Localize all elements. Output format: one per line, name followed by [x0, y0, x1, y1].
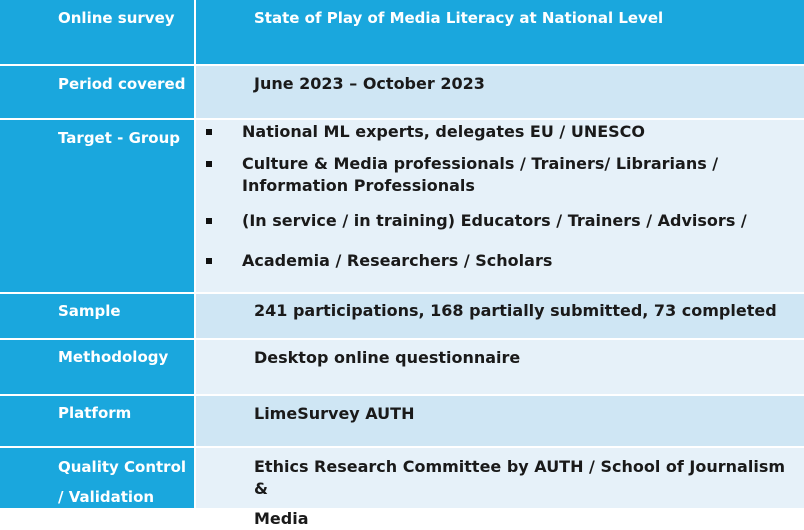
- sample-label-cell: [0, 294, 196, 338]
- quality-control-label-line2: / Validation: [58, 488, 155, 506]
- list-item: National ML experts, delegates EU / UNESCO: [206, 121, 804, 143]
- methodology-row: [0, 338, 804, 394]
- period-row: [0, 64, 804, 118]
- quality-control-label-line1: Quality Control: [58, 458, 187, 476]
- period-label: Period covered: [58, 75, 186, 93]
- quality-control-label-cell: [0, 448, 196, 508]
- period-value-cell: [196, 66, 804, 118]
- square-bullet-icon: [206, 258, 212, 264]
- target-group-label-cell: [0, 120, 196, 292]
- list-item: Culture & Media professionals / Trainers/ Librarians / Information Professionals: [206, 153, 804, 197]
- quality-control-value-line2: Media: [254, 509, 309, 528]
- target-group-list: [196, 121, 804, 272]
- sample-label: Sample: [58, 302, 121, 320]
- target-group-label: Target - Group: [58, 129, 180, 147]
- platform-value: LimeSurvey AUTH: [254, 404, 415, 423]
- sample-row: [0, 292, 804, 338]
- quality-control-value-line1: Ethics Research Committee by AUTH / School of Journalism &: [254, 457, 786, 498]
- target-group-row: [0, 118, 804, 292]
- platform-label: Platform: [58, 404, 132, 422]
- methodology-label: Methodology: [58, 348, 169, 366]
- sample-value-cell: [196, 294, 804, 338]
- methodology-label-cell: [0, 340, 196, 394]
- header-label-cell: [0, 0, 196, 64]
- platform-row: [0, 394, 804, 446]
- methodology-value: Desktop online questionnaire: [254, 348, 521, 367]
- sample-value: 241 participations, 168 partially submitted, 73 completed: [254, 301, 777, 320]
- quality-control-value-cell: [196, 448, 804, 528]
- period-value: June 2023 – October 2023: [254, 74, 485, 93]
- platform-value-cell: [196, 396, 804, 446]
- period-label-cell: [0, 66, 196, 118]
- square-bullet-icon: [206, 218, 212, 224]
- header-row: [0, 0, 804, 64]
- square-bullet-icon: [206, 161, 212, 167]
- square-bullet-icon: [206, 129, 212, 135]
- quality-control-row: [0, 446, 804, 528]
- header-label: Online survey: [58, 9, 175, 27]
- target-group-value-cell: [196, 120, 804, 292]
- header-value: State of Play of Media Literacy at National Level: [254, 9, 664, 27]
- list-item: Academia / Researchers / Scholars: [206, 250, 804, 272]
- header-value-cell: [196, 0, 804, 64]
- platform-label-cell: [0, 396, 196, 446]
- list-item: (In service / in training) Educators / Trainers / Advisors /: [206, 210, 804, 232]
- methodology-value-cell: [196, 340, 804, 394]
